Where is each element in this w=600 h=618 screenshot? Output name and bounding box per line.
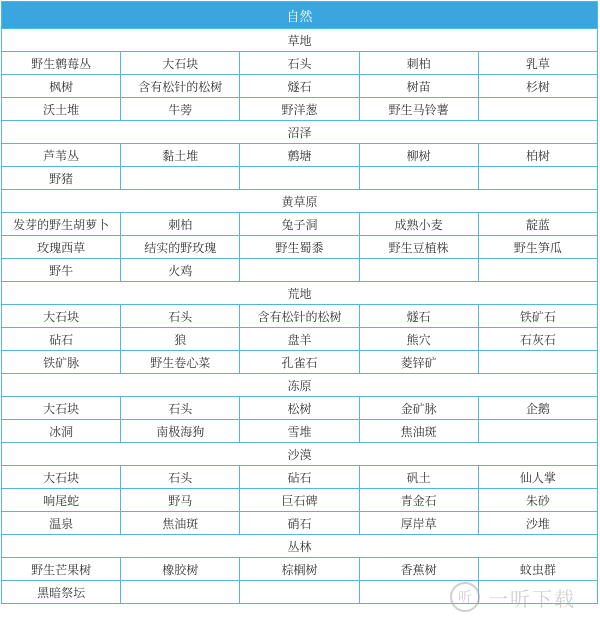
- table-cell: 沃土堆: [2, 98, 121, 121]
- table-row: [2, 259, 598, 282]
- table-cell: [359, 167, 478, 190]
- table-cell: 鹩塘: [240, 144, 359, 167]
- table-cell: [478, 420, 597, 443]
- table-cell: 石灰石: [478, 328, 597, 351]
- table-cell: [478, 98, 597, 121]
- section-header-row: [2, 282, 598, 305]
- table-row: [2, 98, 598, 121]
- table-title-row: [2, 2, 598, 29]
- table-cell: [478, 167, 597, 190]
- section-header-row: [2, 121, 598, 144]
- table-cell: [359, 259, 478, 282]
- section-header-row: [2, 374, 598, 397]
- table-row: [2, 420, 598, 443]
- table-cell: 含有松针的松树: [240, 305, 359, 328]
- table-cell: 砧石: [240, 466, 359, 489]
- table-cell: 砧石: [2, 328, 121, 351]
- table-cell: 芦苇丛: [2, 144, 121, 167]
- table-cell: [478, 259, 597, 282]
- table-cell: 枫树: [2, 75, 121, 98]
- table-cell: 温泉: [2, 512, 121, 535]
- table-cell: 靛蓝: [478, 213, 597, 236]
- table-cell: 棕榈树: [240, 558, 359, 581]
- section-header: 丛林: [2, 535, 598, 558]
- table-cell: 发芽的野生胡萝卜: [2, 213, 121, 236]
- table-cell: 野生鹩莓丛: [2, 52, 121, 75]
- table-cell: [240, 259, 359, 282]
- table-cell: 杉树: [478, 75, 597, 98]
- table-cell: 焦油斑: [121, 512, 240, 535]
- table-cell: 牛蒡: [121, 98, 240, 121]
- table-cell: 狼: [121, 328, 240, 351]
- table-cell: 成熟小麦: [359, 213, 478, 236]
- table-cell: 响尾蛇: [2, 489, 121, 512]
- table-cell: 刺柏: [121, 213, 240, 236]
- table-cell: 燧石: [240, 75, 359, 98]
- table-cell: 树苗: [359, 75, 478, 98]
- table-cell: 企鹅: [478, 397, 597, 420]
- table-cell: 大石块: [2, 305, 121, 328]
- watermark-text: 一听下载: [488, 586, 576, 611]
- table-cell: 燧石: [359, 305, 478, 328]
- table-cell: 香蕉树: [359, 558, 478, 581]
- table-cell: 熊穴: [359, 328, 478, 351]
- table-cell: 乳草: [478, 52, 597, 75]
- section-header: 冻原: [2, 374, 598, 397]
- section-header: 荒地: [2, 282, 598, 305]
- table-cell: 金矿脉: [359, 397, 478, 420]
- table-row: [2, 144, 598, 167]
- table-cell: 野生笋瓜: [478, 236, 597, 259]
- table-cell: 野生芒果树: [2, 558, 121, 581]
- table-row: [2, 512, 598, 535]
- section-header-row: [2, 190, 598, 213]
- table-cell: 玫瑰西草: [2, 236, 121, 259]
- table-cell: 厚岸草: [359, 512, 478, 535]
- table-cell: 松树: [240, 397, 359, 420]
- table-cell: 野生卷心菜: [121, 351, 240, 374]
- table-cell: [240, 581, 359, 604]
- table-cell: [121, 581, 240, 604]
- table-title: 自然: [2, 2, 598, 29]
- table-row: [2, 236, 598, 259]
- table-cell: 铁矿脉: [2, 351, 121, 374]
- table-cell: 雪堆: [240, 420, 359, 443]
- table-cell: 石头: [121, 397, 240, 420]
- table-cell: 盘羊: [240, 328, 359, 351]
- table-cell: 兔子洞: [240, 213, 359, 236]
- table-cell: [121, 167, 240, 190]
- table-cell: 大石块: [2, 397, 121, 420]
- table-cell: 巨石碑: [240, 489, 359, 512]
- section-header: 草地: [2, 29, 598, 52]
- section-header: 沼泽: [2, 121, 598, 144]
- table-row: [2, 305, 598, 328]
- section-header-row: [2, 29, 598, 52]
- table-cell: 火鸡: [121, 259, 240, 282]
- table-cell: [478, 351, 597, 374]
- table-cell: 孔雀石: [240, 351, 359, 374]
- table-cell: 仙人掌: [478, 466, 597, 489]
- table-cell: 沙堆: [478, 512, 597, 535]
- section-header: 沙漠: [2, 443, 598, 466]
- table-cell: 柏树: [478, 144, 597, 167]
- table-row: [2, 213, 598, 236]
- table-row: [2, 75, 598, 98]
- table-cell: 野牛: [2, 259, 121, 282]
- table-cell: 柳树: [359, 144, 478, 167]
- table-cell: 大石块: [121, 52, 240, 75]
- table-cell: 铁矿石: [478, 305, 597, 328]
- table-cell: 矾土: [359, 466, 478, 489]
- table-cell: 石头: [121, 305, 240, 328]
- section-header-row: [2, 443, 598, 466]
- table-row: [2, 52, 598, 75]
- table-cell: 野洋葱: [240, 98, 359, 121]
- table-row: [2, 328, 598, 351]
- table-cell: 黏土堆: [121, 144, 240, 167]
- table-cell: [240, 167, 359, 190]
- table-cell: 石头: [240, 52, 359, 75]
- table-cell: 焦油斑: [359, 420, 478, 443]
- table-cell: 刺柏: [359, 52, 478, 75]
- table-row: [2, 167, 598, 190]
- table-cell: 黑暗祭坛: [2, 581, 121, 604]
- table-cell: 野生马铃薯: [359, 98, 478, 121]
- table-cell: 野猪: [2, 167, 121, 190]
- section-header: 黄草原: [2, 190, 598, 213]
- table-cell: 朱砂: [478, 489, 597, 512]
- table-cell: 蚊虫群: [478, 558, 597, 581]
- table-row: [2, 397, 598, 420]
- table-row: [2, 489, 598, 512]
- table-cell: 南极海狗: [121, 420, 240, 443]
- table-cell: 青金石: [359, 489, 478, 512]
- table-cell: 橡胶树: [121, 558, 240, 581]
- section-header-row: [2, 535, 598, 558]
- table-cell: 含有松针的松树: [121, 75, 240, 98]
- table-cell: 大石块: [2, 466, 121, 489]
- table-row: [2, 466, 598, 489]
- table-cell: 冰洞: [2, 420, 121, 443]
- table-cell: 菱锌矿: [359, 351, 478, 374]
- watermark: [450, 578, 596, 616]
- table-cell: 石头: [121, 466, 240, 489]
- table-row: [2, 351, 598, 374]
- table-cell: 硝石: [240, 512, 359, 535]
- nature-resource-table: [1, 1, 598, 604]
- table-cell: 野马: [121, 489, 240, 512]
- table-cell: 野生蜀黍: [240, 236, 359, 259]
- table-cell: 结实的野玫瑰: [121, 236, 240, 259]
- table-cell: 野生豆植株: [359, 236, 478, 259]
- watermark-logo-icon: 听: [450, 582, 480, 612]
